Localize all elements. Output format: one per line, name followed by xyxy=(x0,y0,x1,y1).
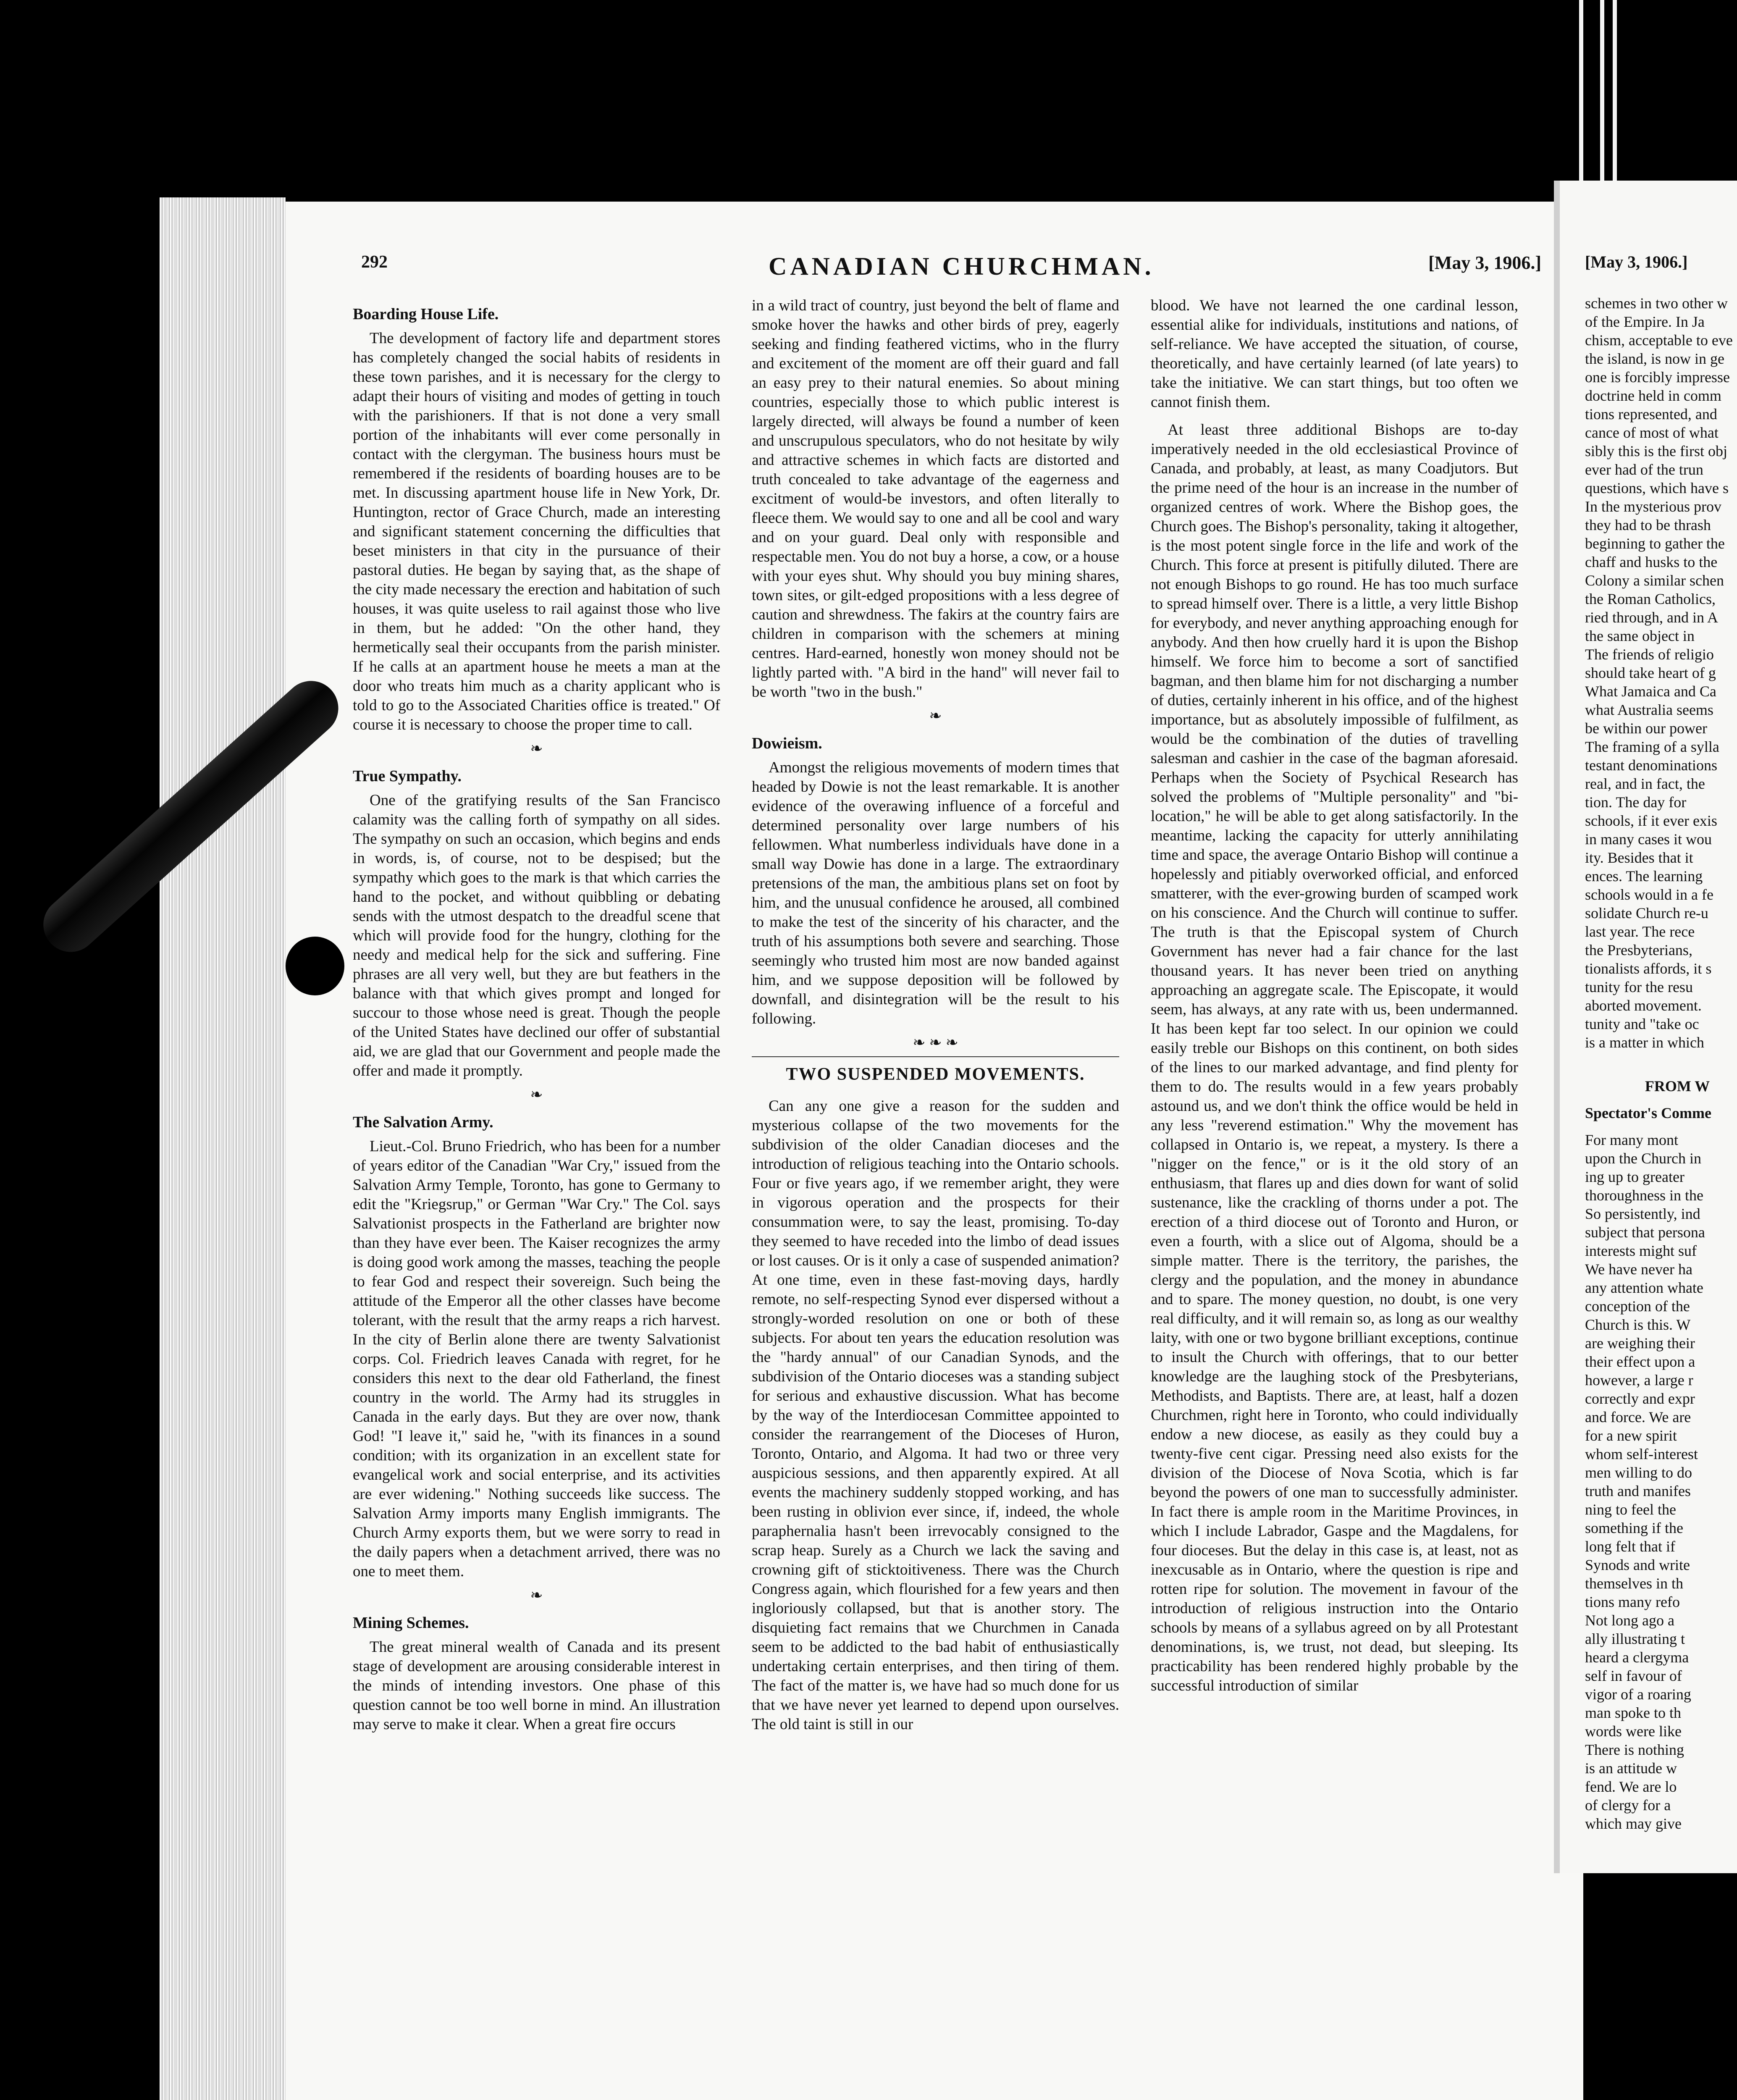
right-page-line: testant denominations xyxy=(1585,757,1717,774)
right-page-line: questions, which have s xyxy=(1585,480,1729,496)
right-page-date: [May 3, 1906.] xyxy=(1585,252,1688,271)
right-page-line: man spoke to th xyxy=(1585,1704,1681,1721)
right-page-line: one is forcibly impresse xyxy=(1585,369,1730,386)
right-page-line: what Australia seems xyxy=(1585,701,1713,718)
right-page-text xyxy=(1585,294,1737,1833)
right-page-line: the Roman Catholics, xyxy=(1585,591,1716,607)
right-page-line: heard a clergyma xyxy=(1585,1649,1689,1666)
right-page-line: What Jamaica and Ca xyxy=(1585,683,1716,700)
right-page-line: Not long ago a xyxy=(1585,1612,1674,1629)
right-page-line: Colony a similar schen xyxy=(1585,572,1724,589)
column-2 xyxy=(752,296,1119,1734)
right-page-line: tions many refo xyxy=(1585,1593,1680,1610)
right-page-line: ally illustrating t xyxy=(1585,1630,1685,1647)
right-page-line: ences. The learning xyxy=(1585,868,1703,885)
right-page-line: There is nothing xyxy=(1585,1741,1684,1758)
right-page-line: For many mont xyxy=(1585,1131,1678,1148)
right-page-line: ing up to greater xyxy=(1585,1168,1685,1185)
right-page-line: So persistently, ind xyxy=(1585,1205,1700,1222)
right-page-line: should take heart of g xyxy=(1585,664,1716,681)
page-number: 292 xyxy=(361,252,388,272)
pen-tip-shadow xyxy=(286,937,344,995)
section-heading: Mining Schemes. xyxy=(353,1614,469,1632)
right-page-line: ever had of the trun xyxy=(1585,461,1703,478)
right-page-line: sibly this is the first obj xyxy=(1585,443,1728,459)
right-page-line: for a new spirit xyxy=(1585,1427,1677,1444)
section-body: Amongst the religious movements of modern times that headed by Dowie is not the least remarkable. It is another evidence of the overawing influence of a forceful and determined personality over large numbers of his fellowmen. What numberless individuals have done in a small way Dowie has done in a large. The extraordinary pretensions of the man, the ambitious plans set on foot by him, and the unusual confidence he aroused, all combined to make the test of the sincerity of his character, and the truth of his assumptions both severe and searching. Those seemingly who trusted him most are now banded against him, and we suppose deposition will be followed by downfall, and disintegration will be the result to his following. xyxy=(752,759,1119,1027)
right-page-line: truth and manifes xyxy=(1585,1483,1691,1499)
issue-date: [May 3, 1906.] xyxy=(1428,252,1541,273)
section-body: blood. We have not learned the one cardinal lesson, essential alike for individuals, institutions and nations, of self-reliance. We have accepted the situation, of course, theoretically, and have certainly learned (of late years) to take the initiative. We can start things, but too often we cannot finish them. xyxy=(1151,297,1518,411)
right-page-line: aborted movement. xyxy=(1585,997,1702,1014)
right-page-line: they had to be thrash xyxy=(1585,517,1711,533)
right-page-line: the Presbyterians, xyxy=(1585,942,1692,958)
right-page-line: tions represented, and xyxy=(1585,406,1717,423)
right-page-line: chaff and husks to the xyxy=(1585,554,1718,570)
section-heading: Boarding House Life. xyxy=(353,305,499,323)
section-heading: True Sympathy. xyxy=(353,767,462,785)
right-page-line: interests might suf xyxy=(1585,1242,1697,1259)
right-page-subheading: Spectator's Comme xyxy=(1585,1105,1711,1121)
right-page-line: schemes in two other w xyxy=(1585,295,1728,312)
right-page-lines xyxy=(1585,294,1737,1052)
right-page-line: upon the Church in xyxy=(1585,1150,1701,1167)
right-page-line: Synods and write xyxy=(1585,1557,1690,1573)
column-3 xyxy=(1151,296,1518,1696)
right-page-line: words were like xyxy=(1585,1723,1682,1740)
right-page-line: chism, acceptable to eve xyxy=(1585,332,1733,349)
fleuron-ornament: ❧ xyxy=(530,1587,543,1604)
right-page-line: in many cases it wou xyxy=(1585,831,1712,848)
right-page-line: of the Empire. In Ja xyxy=(1585,313,1705,330)
right-page-line: any attention whate xyxy=(1585,1279,1703,1296)
right-page-line: thoroughness in the xyxy=(1585,1187,1703,1204)
right-page-line: correctly and expr xyxy=(1585,1390,1695,1407)
fleuron-ornament: ❧ xyxy=(530,740,543,757)
section-body: At least three additional Bishops are to-day imperatively needed in the old ecclesiastical Province of Canada, and probably, at least, as many Coadjutors. But the prime need of the hour is an increase in the number of organized centres of work. Where the Bishop goes, the Church goes. The Bishop's personality, taking it altogether, is the most potent single force in the life and work of the Church. This force at present is pitifully diluted. There are not enough Bishops to go round. He has too much surface to spread himself over. There is a little, a very little Bishop for everybody, and never anything approaching enough for anybody. And then how cruelly hard it is upon the Bishop himself. We force him to become a sort of sanctified bagman, and then blame him for not discharging a number of duties, certainly inherent in his office, and of the highest importance, but as absolutely impossible of fulfilment, as would be the combination of the duties of travelling salesman and cashier in the case of the bagman aforesaid. Perhaps when the Society of Psychical Research has solved the problems of "Multiple personality" and "bi-location," he will be able to get along satisfactorily. In the meantime, lacking the capacity for utterly annihilating time and space, the average Ontario Bishop will continue a hopelessly and pitiably overworked official, and enforced smatterer, with the ever-growing burden of scamped work on his conscience. And the Church will continue to suffer. The truth is that the Episcopal system of Church Government has never had a fair chance for the last thousand years. It has never been tried on anything approaching an aggregate scale. The Episcopate, it would seem, has always, at any rate with us, been undermanned. It has been kept far too select. In our opinion we could easily treble our Bishops on this continent, on both sides of the lines to our marked advantage, and find plenty for them to do. The results would in a few years probably astound us, and we don't think the office would be held in any less "reverend estimation." Why the movement has collapsed in Ontario is, we repeat, a mystery. Is there a "nigger on the fence," or is it the old story of an enthusiasm, that flares up and dies down for want of solid sustenance, like the crackling of thorns under a pot. The erection of a third diocese out of Toronto and Huron, or even a fourth, with a slice out of Algoma, should be a simple matter. There is the territory, the parishes, the clergy and the population, and the money in abundance and to spare. The money question, no doubt, is one very real difficulty, and it will remain so, as long as our wealthy laity, with one or two bygone brilliant exceptions, continue to insult the Church with offerings, that to our better knowledge are the laughing stock of the Presbyterians, Methodists, and Baptists. There are, at least, half a dozen Churchmen, right here in Toronto, who could individually endow a new diocese, as easily as they could buy a twenty-five cent cigar. Pressing need also exists for the division of the Diocese of Nova Scotia, which is far beyond the powers of one man to successfully administer. In fact there is ample room in the Maritime Provinces, in which I include Labrador, Gaspe and the Magdalens, for four dioceses. But the delay in this case is, at least, not as inexcusable as in Ontario, where the question is ripe and rotten ripe for solution. The movement in favour of the introduction of religious instruction into the Ontario schools by means of a syllabus agreed on by all Protestant denominations, is, we trust, not dead, but sleeping. Its practicability has been rendered highly probable by the successful introduction of similar xyxy=(1151,421,1518,1694)
right-page-line: men willing to do xyxy=(1585,1464,1692,1481)
section-body: Lieut.-Col. Bruno Friedrich, who has been for a number of years editor of the Canadian "War Cry," issued from the Salvation Army Temple, Toronto, has gone to Germany to edit the "Kriegsrup," or German "War Cry." The Col. says Salvationist prospects in the Fatherland are brighter now than they have ever been. The Kaiser recognizes the army is doing good work among the masses, teaching the people to fear God and respect their sovereign. Such being the attitude of the Emperor all the other classes have become tolerant, with the result that the army reaps a rich harvest. In the city of Berlin alone there are twenty Salvationist corps. Col. Friedrich leaves Canada with regret, for he considers this next to the dear old Fatherland, the finest country in the world. The Army had its struggles in Canada in the early days. But they are over now, thank God! "I leave it," said he, "with its finances in a sound condition; with its organization in an excellent state for evangelical work and social enterprise, and its activities are ever widening." Nothing succeeds like success. The Salvation Army imports many English immigrants. The Church Army exports them, but we were sorry to read in the daily papers when a detachment arrived, there was no one to meet them. xyxy=(353,1138,720,1580)
section-heading: The Salvation Army. xyxy=(353,1113,493,1131)
right-page-line: which may give xyxy=(1585,1815,1682,1832)
right-page-line: their effect upon a xyxy=(1585,1353,1695,1370)
right-page-line: ning to feel the xyxy=(1585,1501,1676,1518)
right-page-line: be within our power xyxy=(1585,720,1707,737)
left-page xyxy=(286,202,1583,2100)
right-page-line: themselves in th xyxy=(1585,1575,1683,1592)
right-page-line: tunity for the resu xyxy=(1585,979,1693,995)
right-page-line: beginning to gather the xyxy=(1585,535,1725,552)
right-page-line: the same object in xyxy=(1585,627,1695,644)
section-body: Can any one give a reason for the sudden and mysterious collapse of the two movements for the subdivision of the older Canadian dioceses and the introduction of religious teaching into the Ontario schools. Four or five years ago, if we remember aright, they were in vigorous operation and the prospects for their consummation were, to say the least, promising. To-day they seemed to have receded into the limbo of dead issues or lost causes. Or is it only a case of suspended animation? At one time, even in these fast-moving days, hardly remote, no self-respecting Synod ever dispersed without a strongly-worded resolution on one or both of these subjects. For about ten years the education resolution was the "hardy annual" of our Canadian Synods, and the subdivision of the Ontario dioceses was a standing subject for serious and exhaustive discussion. What has become by the way of the Interdiocesan Committee appointed to consider the rearrangement of the Dioceses of Huron, Toronto, Ontario, and Algoma. It had two or three very auspicious sessions, and then apparently expired. At all events the machinery suddenly stopped working, and has been rusting in oblivion ever since, if, indeed, the whole paraphernalia hasn't been irrevocably consigned to the scrap heap. Surely as a Church we lack the saving and crowning gift of sticktoitiveness. There was the Church Congress again, which flourished for a few years and then ingloriously collapsed, but that is another story. The disquieting fact remains that we Churchmen in Canada seem to be addicted to the bad habit of enthusiastically undertaking certain enterprises, and then tiring of them. The fact of the matter is, we have had so much done for us that we have never yet learned to depend upon ourselves. The old taint is still in our xyxy=(752,1097,1119,1733)
right-page-line: In the mysterious prov xyxy=(1585,498,1721,515)
fleuron-ornament: ❧ xyxy=(530,1086,543,1103)
right-page-line: The friends of religio xyxy=(1585,646,1714,663)
right-page-line: long felt that if xyxy=(1585,1538,1675,1555)
right-page-line: The framing of a sylla xyxy=(1585,738,1719,755)
right-page-line: last year. The rece xyxy=(1585,923,1695,940)
right-page-line: vigor of a roaring xyxy=(1585,1686,1691,1703)
article-title: TWO SUSPENDED MOVEMENTS. xyxy=(752,1056,1119,1084)
right-page-line: Church is this. W xyxy=(1585,1316,1691,1333)
section-heading: Dowieism. xyxy=(752,735,822,752)
right-page-line: We have never ha xyxy=(1585,1261,1692,1278)
right-page-line: ried through, and in A xyxy=(1585,609,1718,626)
right-page-line: something if the xyxy=(1585,1520,1683,1536)
right-page-line: and force. We are xyxy=(1585,1409,1691,1425)
right-page-heading: FROM W xyxy=(1645,1078,1710,1095)
right-page-line: whom self-interest xyxy=(1585,1446,1698,1462)
right-page-line: are weighing their xyxy=(1585,1335,1695,1352)
section-body: The development of factory life and department stores has completely changed the social habits of residents in these town parishes, and it is necessary for the clergy to adapt their hours of visiting and modes of getting in touch with the parishioners. If that is not done a very small portion of the inhabitants will ever come personally in contact with the clergyman. The business hours must be remembered if the residents of boarding houses are to be met. In discussing apartment house life in New York, Dr. Huntington, rector of Grace Church, made an interesting and significant statement concerning the difficulties that beset ministers in that city in the pursuance of their pastoral duties. He began by saying that, as the shape of the city made necessary the erection and habitation of such houses, it was quite useless to rail against those who live in them, but he added: "On the other hand, they hermetically seal their occupants from the parish minister. If he calls at an apartment house he meets a man at the door who treats him much as a charity applicant who is told to go to the Associated Charities office is treated." Of course it is necessary to choose the proper time to call. xyxy=(353,330,720,733)
right-page-line: of clergy for a xyxy=(1585,1797,1671,1814)
column-1 xyxy=(353,296,720,1734)
right-page-line: is a matter in which xyxy=(1585,1034,1704,1051)
section-body: in a wild tract of country, just beyond the belt of flame and smoke hover the hawks and other birds of prey, eagerly seeking and finding feathered victims, who in the flurry and excitement of the moment are off their guard and fall an easy prey to their natural enemies. So about mining countries, especially those to which public interest is largely directed, will always be found a number of keen and unscrupulous speculators, who do not hesitate by wily and attractive schemes in which facts are distorted and truth concealed to take advantage of the eagerness and excitment of would-be investors, and often literally to fleece them. We would say to one and all be cool and wary and on your guard. Deal only with responsible and respectable men. You do not buy a horse, a cow, or a house with your eyes shut. Why should you buy mining shares, town sites, or gilt-edged propositions with a less degree of caution and shrewdness. The fakirs at the country fairs are children in comparison with the schemers at mining centres. Hard-earned, honestly won money should not be lightly parted with. "A bird in the hand" will never fail to be worth "two in the bush." xyxy=(752,297,1119,701)
section-body: The great mineral wealth of Canada and its present stage of development are arousing considerable interest in the minds of intending investors. One phase of this question cannot be too well borne in mind. An illustration may serve to make it clear. When a great fire occurs xyxy=(353,1638,720,1733)
right-page-line: tion. The day for xyxy=(1585,794,1687,811)
right-page-line: subject that persona xyxy=(1585,1224,1705,1241)
right-page-line: tunity and "take oc xyxy=(1585,1016,1699,1032)
section-body: One of the gratifying results of the San Francisco calamity was the calling forth of sympathy on all sides. The sympathy on such an occasion, which begins and ends in words, is, of course, not to be despised; but the sympathy which goes to the mark is that which carries the hand to the pocket, and without quibbling or debating sends with the utmost despatch to the dreadful scene that which will provide food for the hungry, clothing for the needy and medical help for the sick and suffering. Fine phrases are all very well, but they are but feathers in the balance with that which gives prompt and longed for succour to those whose need is great. Though the people of the United States have declined our offer of substantial aid, we are glad that our Government and people made the offer and made it promptly. xyxy=(353,792,720,1079)
right-page-line: self in favour of xyxy=(1585,1667,1682,1684)
fleuron-ornament: ❧ ❧ ❧ xyxy=(913,1034,958,1051)
right-page-line: cance of most of what xyxy=(1585,424,1719,441)
right-page-line: doctrine held in comm xyxy=(1585,387,1721,404)
right-page-line: schools, if it ever exis xyxy=(1585,812,1717,829)
right-page-line: the island, is now in ge xyxy=(1585,350,1724,367)
right-page-lines-2 xyxy=(1585,1131,1737,1833)
right-page-line: fend. We are lo xyxy=(1585,1778,1677,1795)
right-page xyxy=(1554,181,1737,1873)
right-page-line: however, a large r xyxy=(1585,1372,1693,1389)
right-page-line: ity. Besides that it xyxy=(1585,849,1693,866)
right-page-line: solidate Church re-u xyxy=(1585,905,1708,921)
right-page-line: tionalists affords, it s xyxy=(1585,960,1712,977)
right-page-line: conception of the xyxy=(1585,1298,1690,1315)
page-stack-edges xyxy=(160,197,286,2100)
fleuron-ornament: ❧ xyxy=(929,707,942,724)
right-page-line: real, and in fact, the xyxy=(1585,775,1705,792)
right-page-line: schools would in a fe xyxy=(1585,886,1713,903)
right-page-line: is an attitude w xyxy=(1585,1760,1677,1777)
masthead: CANADIAN CHURCHMAN. xyxy=(769,252,1155,280)
